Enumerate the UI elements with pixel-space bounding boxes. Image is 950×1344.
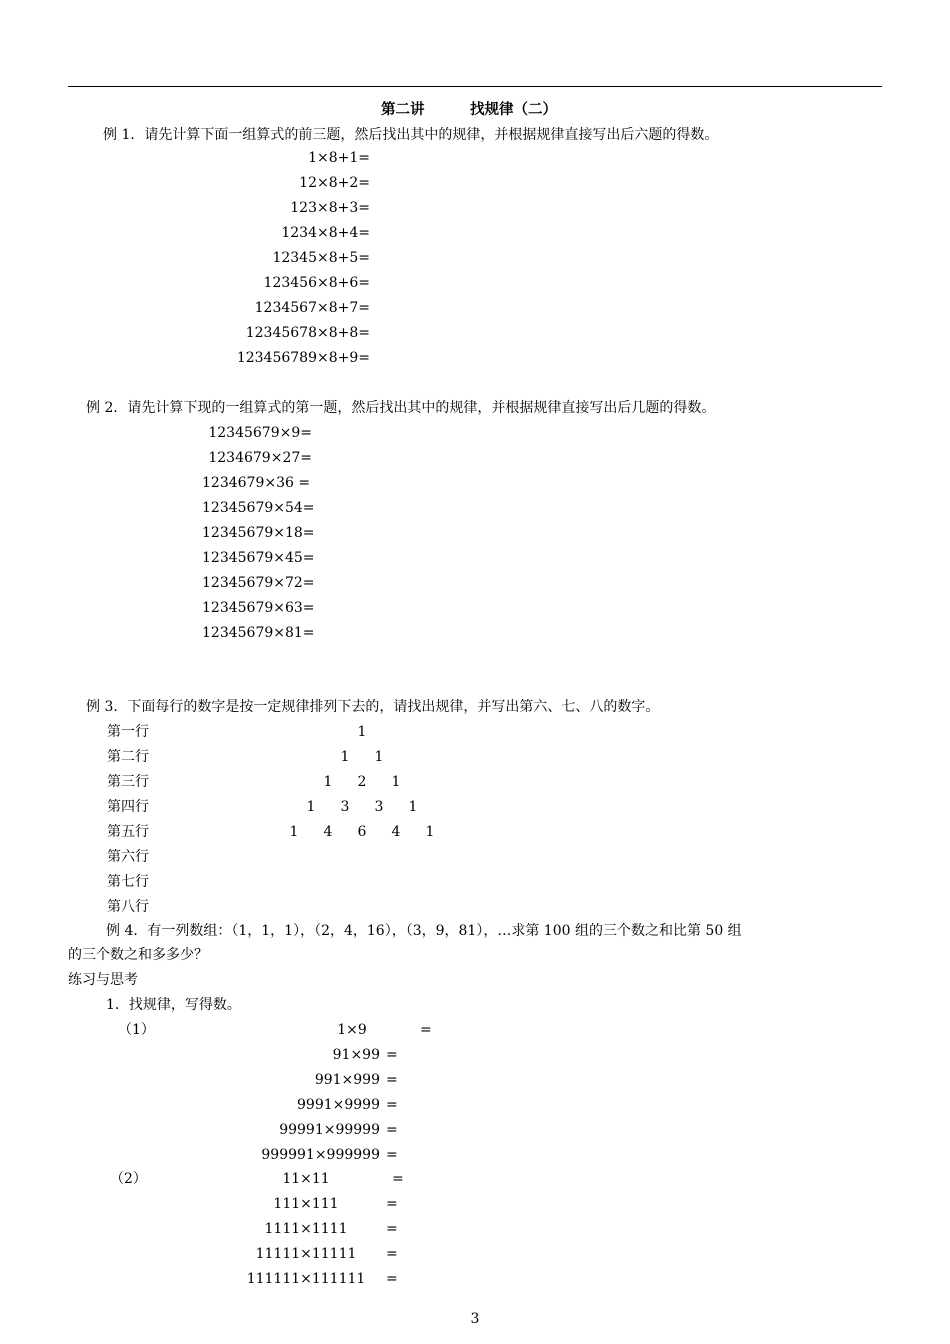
equals-sign: = — [386, 1221, 398, 1237]
triangle-number: 1 — [408, 799, 418, 815]
triangle-row-label: 第五行 — [107, 824, 149, 840]
practice-heading: 练习与思考 — [68, 972, 138, 988]
practice-2-expression: 11×11 — [282, 1171, 330, 1187]
example-1-equation: 12×8+2= — [299, 175, 370, 191]
triangle-number: 1 — [289, 824, 299, 840]
practice-2-expression: 111111×111111 — [246, 1271, 366, 1287]
practice-1-expression: 99991×99999 — [279, 1122, 380, 1138]
example-2-equation: 12345679×45= — [202, 550, 315, 566]
triangle-number: 3 — [340, 799, 350, 815]
practice-1-expression: 1×9 — [337, 1022, 367, 1038]
triangle-number: 3 — [374, 799, 384, 815]
lecture-number: 第二讲 — [381, 101, 425, 118]
equals-sign: = — [386, 1097, 398, 1113]
triangle-number: 1 — [374, 749, 384, 765]
practice-1-expression: 999991×999999 — [261, 1147, 380, 1163]
lecture-topic: 找规律（二） — [470, 101, 557, 118]
example-2-equation: 12345679×54= — [202, 500, 315, 516]
example-4-line-1: 例 4．有一列数组：（1，1，1），（2，4，16），（3，9，81），…求第 100 组的三个数之和比第 50 组 — [106, 923, 742, 939]
example-1-equation: 1×8+1= — [308, 150, 370, 166]
triangle-number: 4 — [391, 824, 401, 840]
equals-sign: = — [386, 1122, 398, 1138]
example-2-prompt: 例 2．请先计算下现的一组算式的第一题，然后找出其中的规律，并根据规律直接写出后几题的得数。 — [86, 400, 716, 416]
triangle-number: 1 — [391, 774, 401, 790]
equals-sign: = — [420, 1022, 432, 1038]
practice-1-expression: 9991×9999 — [297, 1097, 380, 1113]
example-1-prompt: 例 1．请先计算下面一组算式的前三题，然后找出其中的规律，并根据规律直接写出后六题的得数。 — [103, 127, 719, 143]
practice-part-2-label: （2） — [110, 1171, 147, 1187]
practice-1-expression: 91×99 — [332, 1047, 380, 1063]
triangle-number: 1 — [306, 799, 316, 815]
example-1-equation: 123456×8+6= — [263, 275, 370, 291]
example-1-equation: 12345678×8+8= — [245, 325, 370, 341]
triangle-row-label: 第二行 — [107, 749, 149, 765]
triangle-row-label: 第八行 — [107, 899, 149, 915]
practice-question-1: 1．找规律，写得数。 — [106, 997, 241, 1013]
triangle-number: 1 — [340, 749, 350, 765]
example-3-prompt: 例 3．下面每行的数字是按一定规律排列下去的，请找出规律，并写出第六、七、八的数字。 — [86, 699, 660, 715]
triangle-row-label: 第六行 — [107, 849, 149, 865]
triangle-number: 4 — [323, 824, 333, 840]
triangle-number: 1 — [323, 774, 333, 790]
example-2-equation: 12345679×81= — [202, 625, 315, 641]
example-2-equation: 12345679×63= — [202, 600, 315, 616]
triangle-row-label: 第七行 — [107, 874, 149, 890]
practice-2-expression: 11111×11111 — [255, 1246, 357, 1262]
example-2-equation: 12345679×72= — [202, 575, 315, 591]
equals-sign: = — [386, 1047, 398, 1063]
equals-sign: = — [386, 1147, 398, 1163]
equals-sign: = — [386, 1072, 398, 1088]
example-1-equation: 1234567×8+7= — [254, 300, 370, 316]
example-1-equation: 1234×8+4= — [281, 225, 370, 241]
page-number: 3 — [470, 1311, 480, 1327]
equals-sign: = — [392, 1171, 404, 1187]
triangle-number: 1 — [425, 824, 435, 840]
triangle-row-label: 第三行 — [107, 774, 149, 790]
practice-part-1-label: （1） — [118, 1022, 155, 1038]
triangle-number: 6 — [357, 824, 367, 840]
equals-sign: = — [386, 1271, 398, 1287]
triangle-row-label: 第一行 — [107, 724, 149, 740]
practice-1-expression: 991×999 — [314, 1072, 380, 1088]
example-4-line-2: 的三个数之和多多少？ — [68, 947, 208, 963]
equals-sign: = — [386, 1196, 398, 1212]
equals-sign: = — [386, 1246, 398, 1262]
practice-2-expression: 1111×1111 — [264, 1221, 348, 1237]
example-2-equation: 12345679×9= — [208, 425, 312, 441]
example-2-equation: 1234679×36 = — [202, 475, 311, 491]
example-2-equation: 12345679×18= — [202, 525, 315, 541]
practice-2-expression: 111×111 — [273, 1196, 339, 1212]
triangle-number: 1 — [357, 724, 367, 740]
example-1-equation: 123456789×8+9= — [236, 350, 370, 366]
example-1-equation: 123×8+3= — [290, 200, 370, 216]
triangle-row-label: 第四行 — [107, 799, 149, 815]
triangle-number: 2 — [357, 774, 367, 790]
header-rule — [68, 86, 882, 87]
example-2-equation: 1234679×27= — [208, 450, 312, 466]
example-1-equation: 12345×8+5= — [272, 250, 370, 266]
